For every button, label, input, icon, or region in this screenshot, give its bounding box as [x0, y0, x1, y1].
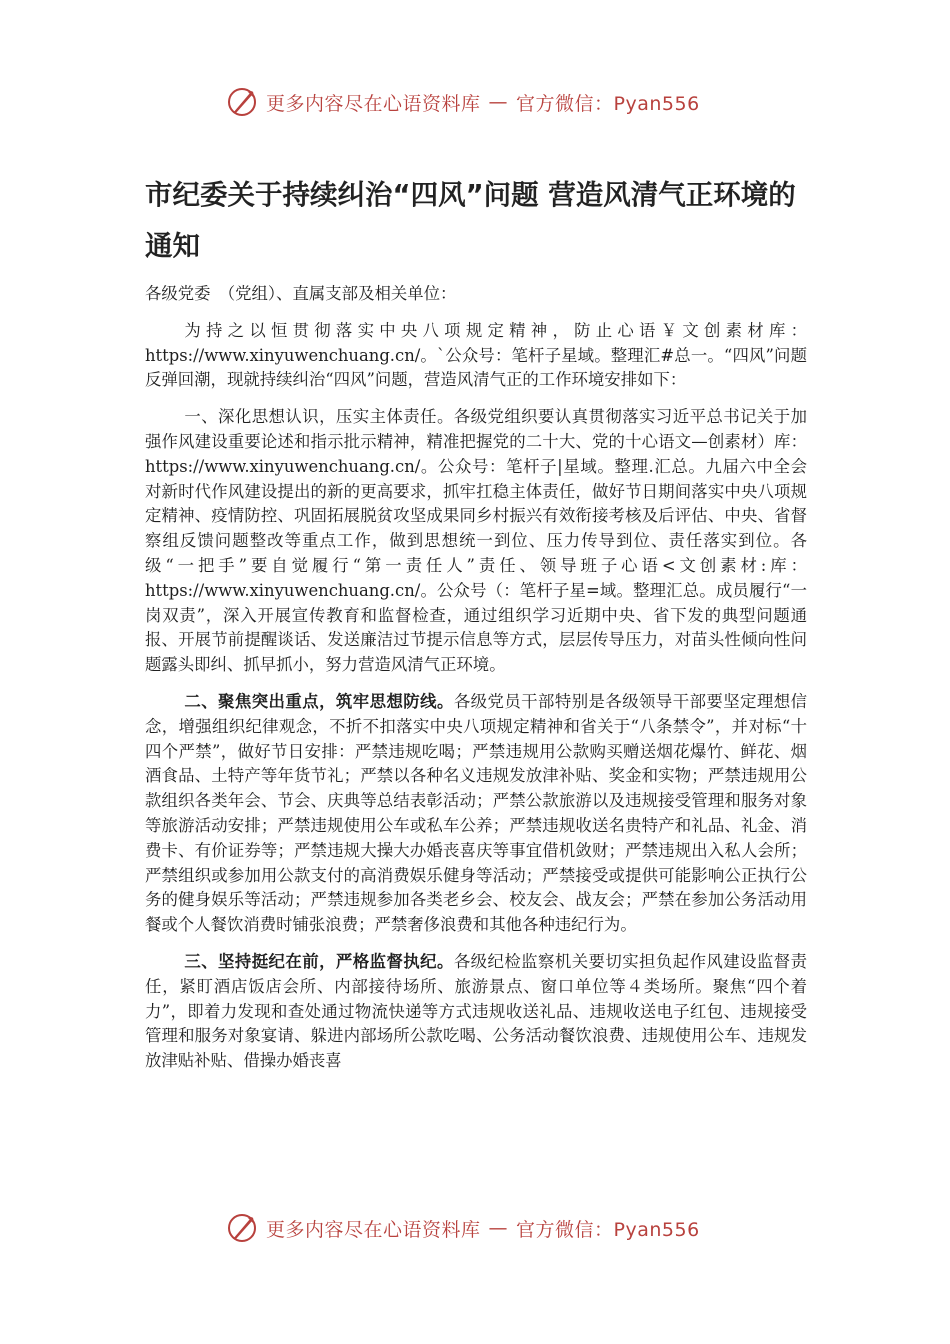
- paragraph-text: 一、深化思想认识，压实主体责任。各级党组织要认真贯彻落实习近平总书记关于加强作风建设重要论述和指示批示精神，精准把握党的二十大、党的十心语文—创素材）库：https://www.xinyuwenchuang.cn/。公众号：笔杆子|星域。整理.汇总。九届六中全会对新时代作风建设提出的新的更高要求，抓牢扛稳主体责任，做好节日期间落实中央八项规定精神、疫情防控、巩固拓展脱贫攻坚成果同乡村振兴有效衔接考核及后评估、中央、省督察组反馈问题整改等重点工作，做到思想统一到位、压力传导到位、责任落实到位。各级“一把手”要自觉履行“第一责任人”责任、领导班子心语<文创素材:库：https://www.xinyuwenchuang.cn/。公众号（：笔杆子星=域。整理汇总。成员履行“一岗双责”，深入开展宣传教育和监督检查，通过组织学习近期中央、省下发的典型问题通报、开展节前提醒谈话、发送廉洁过节提示信息等方式，层层传导压力，对苗头性倾向性问题露头即纠、抓早抓小，努力营造风清气正环境。: [145, 407, 807, 675]
- intro-paragraph: [145, 319, 807, 393]
- section-3-paragraph: [145, 950, 807, 1074]
- watermark-banner-bottom: [226, 1208, 700, 1248]
- salutation: 各级党委 （党组）、直属支部及相关单位：: [145, 284, 457, 303]
- paragraph-text: 各级纪检监察机关要切实担负起作风建设监督责任，紧盯酒店饭店会所、内部接待场所、旅游景点、窗口单位等４类场所。聚焦“四个着力”，即着力发现和查处通过物流快递等方式违规收送礼品、违规收送电子红包、违规接受管理和服务对象宴请、躲进内部场所公款吃喝、公务活动餐饮浪费、违规使用公车、违规发放津贴补贴、借操办婚丧喜: [145, 951, 808, 1071]
- quill-pen-circle-icon: [226, 1212, 258, 1244]
- watermark-contact: 官方微信：Pyan556: [516, 92, 700, 115]
- section-2-paragraph: [145, 690, 807, 938]
- watermark-banner-top: [226, 82, 700, 122]
- section-1-paragraph: [145, 405, 807, 678]
- watermark-dash: —: [488, 91, 509, 113]
- watermark-text: 更多内容尽在心语资料库: [266, 92, 481, 115]
- watermark-contact: 官方微信：Pyan556: [516, 1218, 700, 1241]
- watermark-text: 更多内容尽在心语资料库: [266, 1218, 481, 1241]
- section-heading: 三、坚持挺纪在前，严格监督执纪。: [184, 951, 454, 971]
- section-heading: 二、聚焦突出重点，筑牢思想防线。: [184, 691, 454, 711]
- quill-pen-circle-icon: [226, 86, 258, 118]
- document-title: 市纪委关于持续纠治“四风”问题 营造风清气正环境的通知: [145, 179, 796, 262]
- paragraph-text: 各级党员干部特别是各级领导干部要坚定理想信念，增强组织纪律观念，不折不扣落实中央八项规定精神和省关于“八条禁令”，并对标“十四个严禁”，做好节日安排：严禁违规吃喝；严禁违规用公款购买赠送烟花爆竹、鲜花、烟酒食品、土特产等年货节礼；严禁以各种名义违规发放津补贴、奖金和实物；严禁违规用公款组织各类年会、节会、庆典等总结表彰活动；严禁公款旅游以及违规接受管理和服务对象等旅游活动安排；严禁违规使用公车或私车公养；严禁违规收送名贵特产和礼品、礼金、消费卡、有价证券等；严禁违规大操大办婚丧喜庆等事宜借机敛财；严禁违规出入私人会所；严禁组织或参加用公款支付的高消费娱乐健身等活动；严禁接受或提供可能影响公正执行公务的健身娱乐等活动；严禁违规参加各类老乡会、校友会、战友会；严禁在参加公务活动用餐或个人餐饮消费时铺张浪费；严禁奢侈浪费和其他各种违纪行为。: [145, 691, 808, 935]
- watermark-dash: —: [488, 1217, 509, 1239]
- document-body: [145, 282, 807, 1086]
- paragraph-text: 为持之以恒贯彻落实中央八项规定精神，防止心语￥文创素材库：https://www.xinyuwenchuang.cn/。`公众号：笔杆子星域。整理汇#总一。“四风”问题反弹回潮，现就持续纠治“四风”问题，营造风清气正的工作环境安排如下：: [145, 320, 807, 390]
